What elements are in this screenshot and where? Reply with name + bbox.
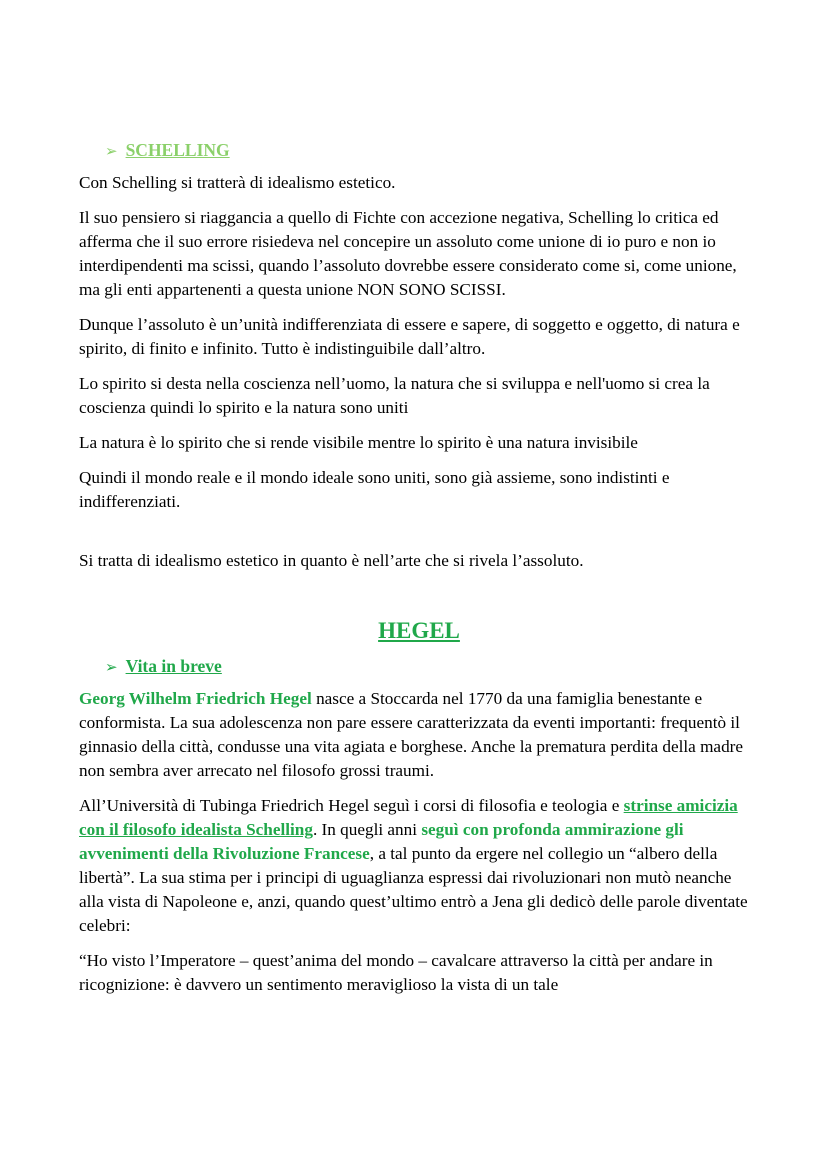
- hegel-p1-text: nasce a Stoccarda nel 1770 da una famiglia benestante e conformista. La sua adolescenza non pare essere caratterizzata da eventi importanti: frequentò il ginnasio della città, condusse una vita agiata e borghese. Anche la prematura perdita della madre non sembra aver arrecato nel filosofo grossi traumi.: [79, 689, 744, 780]
- schelling-paragraph-1: Con Schelling si tratterà di idealismo estetico.: [79, 173, 396, 192]
- schelling-paragraph-3: Dunque l’assoluto è un’unità indifferenziata di essere e sapere, di soggetto e oggetto, di natura e spirito, di finito e infinito. Tutto è indistinguibile dall’altro.: [79, 315, 740, 358]
- schelling-paragraph-7: Si tratta di idealismo estetico in quanto è nell’arte che si rivela l’assoluto.: [79, 551, 584, 570]
- schelling-paragraph-5: La natura è lo spirito che si rende visibile mentre lo spirito è una natura invisibile: [79, 433, 638, 452]
- hegel-p2-text-a: All’Università di Tubinga Friedrich Hegel seguì i corsi di filosofia e teologia e: [79, 796, 624, 815]
- schelling-section-heading: [105, 138, 759, 163]
- schelling-paragraph-4: Lo spirito si desta nella coscienza nell’uomo, la natura che si sviluppa e nell'uomo si crea la coscienza quindi lo spirito e la natura sono uniti: [79, 374, 710, 417]
- hegel-title: HEGEL: [378, 618, 460, 643]
- vita-in-breve-text: Vita in breve: [125, 656, 222, 676]
- schelling-paragraph-2: Il suo pensiero si riaggancia a quello di Fichte con accezione negativa, Schelling lo critica ed afferma che il suo errore risiedeva nel concepire un assoluto come unione di io puro e non io interdipendenti ma scissi, quando l’assoluto dovrebbe essere considerato come si, come unione, ma gli enti appartenenti a questa unione NON SONO SCISSI.: [79, 208, 737, 299]
- hegel-vita-subheading: [105, 654, 759, 679]
- schelling-heading-text: SCHELLING: [125, 140, 230, 160]
- hegel-paragraph-1: [79, 687, 759, 783]
- document-content: [79, 138, 759, 1008]
- rivoluzione-highlight: seguì con profonda ammirazione gli avvenimenti della Rivoluzione Francese: [79, 820, 684, 863]
- arrow-bullet-icon: ➢: [105, 658, 118, 676]
- hegel-p2-text-c: , a tal punto da ergere nel collegio un “albero della libertà”. La sua stima per i principi di uguaglianza espressi dai rivoluzionari non mutò neanche alla vista di Napoleone e, anzi, quando quest’ultimo entrò a Jena gli dedicò delle parole diventate celebri:: [79, 844, 748, 935]
- schelling-paragraph-6: Quindi il mondo reale e il mondo ideale sono uniti, sono già assieme, sono indistinti e indifferenziati.: [79, 468, 670, 511]
- arrow-bullet-icon: ➢: [105, 142, 118, 160]
- hegel-paragraph-3: “Ho visto l’Imperatore – quest’anima del mondo – cavalcare attraverso la città per andare in ricognizione: è davvero un sentimento meraviglioso la vista di un tale: [79, 951, 713, 994]
- schelling-friendship-link[interactable]: strinse amicizia con il filosofo idealista Schelling: [79, 796, 738, 839]
- hegel-paragraph-2: [79, 794, 759, 938]
- hegel-p2-text-b: . In quegli anni: [312, 820, 422, 839]
- spacer: [79, 584, 759, 616]
- spacer: [79, 525, 759, 549]
- hegel-full-name: Georg Wilhelm Friedrich Hegel: [79, 689, 312, 708]
